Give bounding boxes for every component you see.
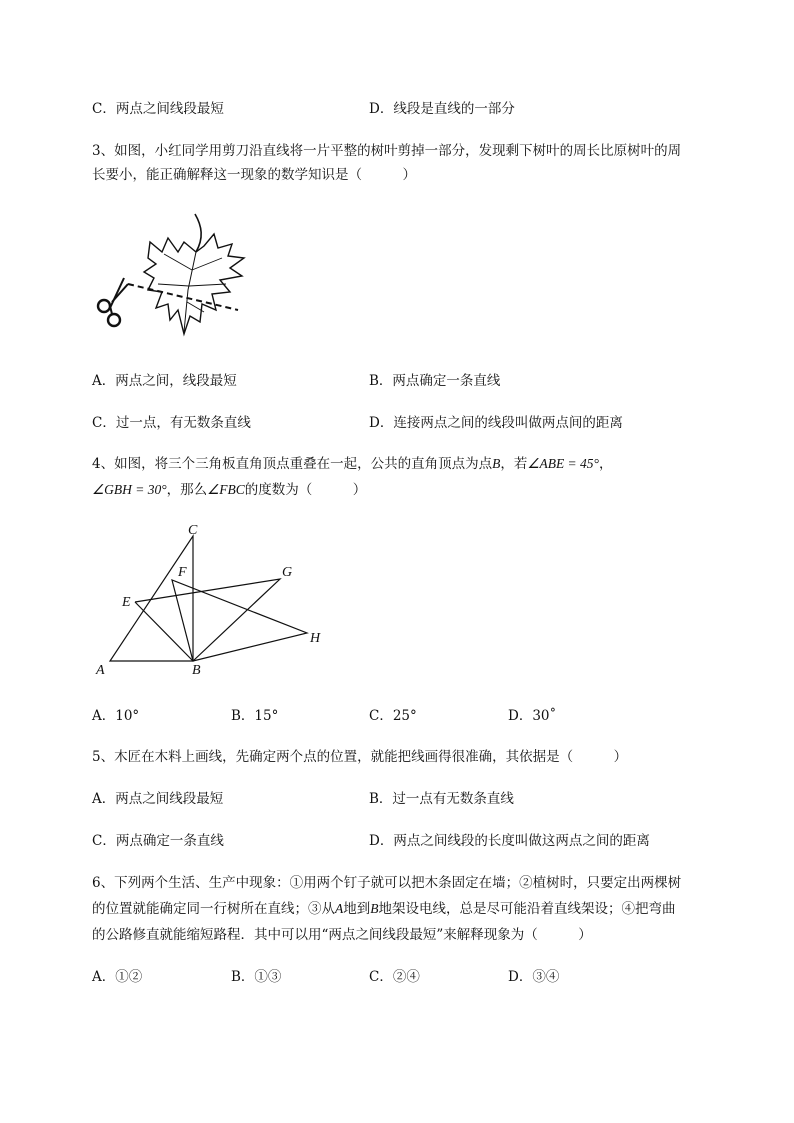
leaf-scissors-figure [92,212,252,347]
q4-option-b: B．15° [231,708,279,724]
q4-stem-end2: 的度数为（ ） [244,482,367,498]
q4-option-d: D．30˚ [508,708,557,724]
q6-option-a: A．①② [92,969,143,985]
q5-stem: 5、木匠在木料上画线，先确定两个点的位置，就能把线画得很准确，其依据是（ ） [92,749,628,765]
q4-option-c: C．25° [369,708,417,724]
q4-point-b: B [492,456,501,471]
figure-label-e: E [122,595,131,610]
q2-option-c: C．两点之间线段最短 [92,101,224,117]
q5-option-c: C．两点确定一条直线 [92,833,224,849]
figure-label-a: A [96,663,105,678]
q4-condition-abe: ∠ABE = 45° [527,456,599,471]
q2-option-d: D．线段是直线的一部分 [369,101,515,117]
q6-stem-line2-b: 地到 [343,901,371,917]
q6-point-a: A [335,901,344,916]
figure-label-b: B [192,663,201,678]
q3-option-d: D．连接两点之间的线段叫做两点间的距离 [369,415,623,431]
q5-option-b: B．过一点有无数条直线 [369,791,514,807]
q6-stem-line3: 的公路修直就能缩短路程．其中可以用“两点之间线段最短”来解释现象为（ ） [92,927,592,943]
q6-stem-line1: 6、下列两个生活、生产中现象：①用两个钉子就可以把木条固定在墙；②植树时，只要定出两棵树 [92,875,682,891]
q4-condition-gbh: ∠GBH = 30° [92,482,167,497]
q4-stem-end: ， [598,456,613,472]
q4-stem-line2 [92,481,366,499]
q5-option-d: D．两点之间线段的长度叫做这两点之间的距离 [369,833,650,849]
q4-target-angle: ∠FBC [207,482,245,497]
figure-label-f: F [178,565,187,580]
q6-option-d: D．③④ [508,969,560,985]
q4-option-a: A．10° [92,708,140,724]
q4-stem-prefix: 4、如图，将三个三角板直角顶点重叠在一起，公共的直角顶点为点 [92,456,493,472]
q6-point-b: B [370,901,379,916]
triangle-boards-figure [90,518,330,682]
q3-stem-line2: 长要小，能正确解释这一现象的数学知识是（ ） [92,167,416,183]
q6-stem-line2-c: 地架设电线，总是尽可能沿着直线架设；④把弯曲 [378,901,676,917]
q5-option-a: A．两点之间线段最短 [92,791,224,807]
figure-label-h: H [310,631,321,646]
figure-label-c: C [188,523,198,538]
q3-option-c: C．过一点，有无数条直线 [92,415,251,431]
q3-option-a: A．两点之间，线段最短 [92,373,237,389]
q3-stem-line1: 3、如图，小红同学用剪刀沿直线将一片平整的树叶剪掉一部分，发现剩下树叶的周长比原树叶的周 [92,143,682,159]
q6-stem-line2 [92,900,676,918]
q4-stem-line1 [92,455,612,473]
figure-label-g: G [282,565,293,580]
q4-stem-mid2: ，那么 [166,482,208,498]
q3-option-b: B．两点确定一条直线 [369,373,501,389]
q6-stem-line2-a: 的位置就能确定同一行树所在直线；③从 [92,901,335,917]
q6-option-c: C．②④ [369,969,420,985]
q6-option-b: B．①③ [231,969,282,985]
q4-stem-mid: ，若 [500,456,528,472]
